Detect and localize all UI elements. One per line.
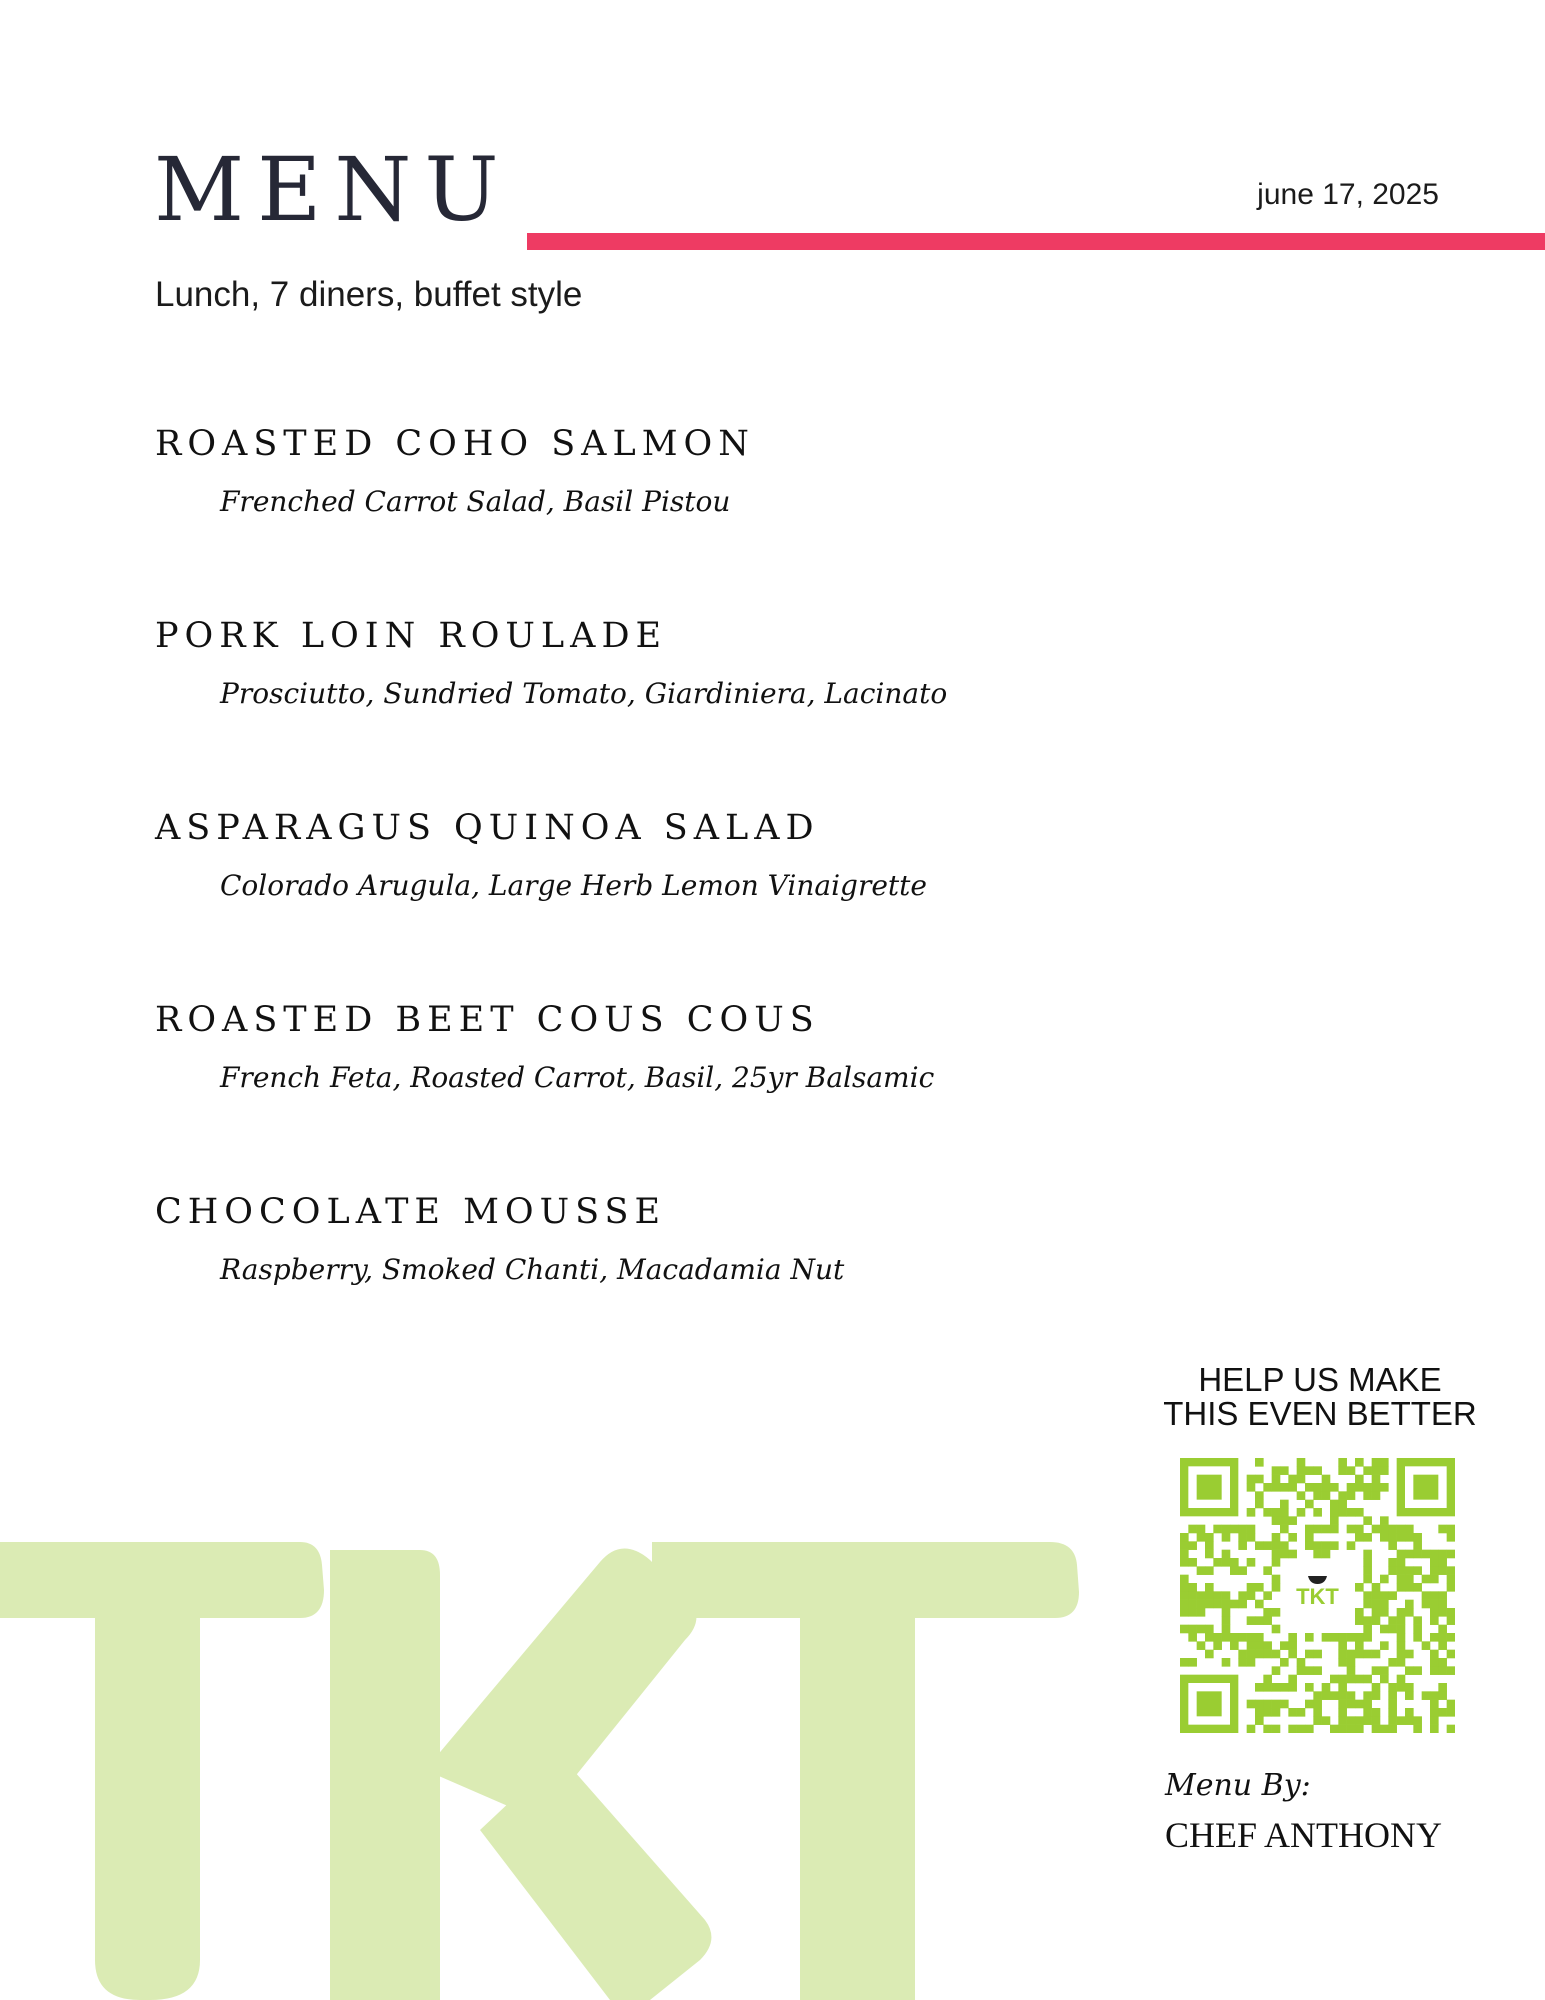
chef-name: CHEF ANTHONY <box>1165 1815 1443 1855</box>
qr-center-logo: TKT <box>1296 1584 1339 1609</box>
dish-description: French Feta, Roasted Carrot, Basil, 25yr Balsamic <box>220 1061 935 1094</box>
credit-label: Menu By: <box>1165 1768 1311 1803</box>
dish-item <box>155 420 1155 612</box>
dish-name: CHOCOLATE MOUSSE <box>155 1192 667 1232</box>
menu-date: june 17, 2025 <box>1257 178 1439 211</box>
dish-item <box>155 996 1155 1188</box>
dish-name: ROASTED BEET COUS COUS <box>155 1000 820 1040</box>
dish-name: PORK LOIN ROULADE <box>155 616 668 656</box>
tkt-watermark-logo <box>0 1520 1085 2000</box>
accent-divider <box>527 233 1545 250</box>
dish-item <box>155 612 1155 804</box>
dish-description: Frenched Carrot Salad, Basil Pistou <box>220 485 731 518</box>
dish-name: ROASTED COHO SALMON <box>155 424 755 464</box>
qr-cup-icon <box>1308 1576 1327 1584</box>
dish-description: Raspberry, Smoked Chanti, Macadamia Nut <box>220 1253 845 1286</box>
feedback-line-1: HELP US MAKE <box>1198 1361 1442 1398</box>
dish-description: Colorado Arugula, Large Herb Lemon Vinaigrette <box>220 869 927 902</box>
dish-list <box>155 420 1155 1380</box>
menu-subtitle: Lunch, 7 diners, buffet style <box>155 275 583 314</box>
page-title: MENU <box>154 138 512 241</box>
feedback-prompt <box>1160 1363 1480 1431</box>
dish-item <box>155 804 1155 996</box>
feedback-line-2: THIS EVEN BETTER <box>1163 1395 1477 1432</box>
dish-item <box>155 1188 1155 1380</box>
dish-name: ASPARAGUS QUINOA SALAD <box>155 808 820 848</box>
qr-code-graphic <box>1180 1458 1455 1733</box>
tkt-logo-shape <box>0 1520 1085 2000</box>
qr-code-icon[interactable] <box>1180 1458 1455 1733</box>
dish-description: Prosciutto, Sundried Tomato, Giardiniera, Lacinato <box>220 677 948 710</box>
